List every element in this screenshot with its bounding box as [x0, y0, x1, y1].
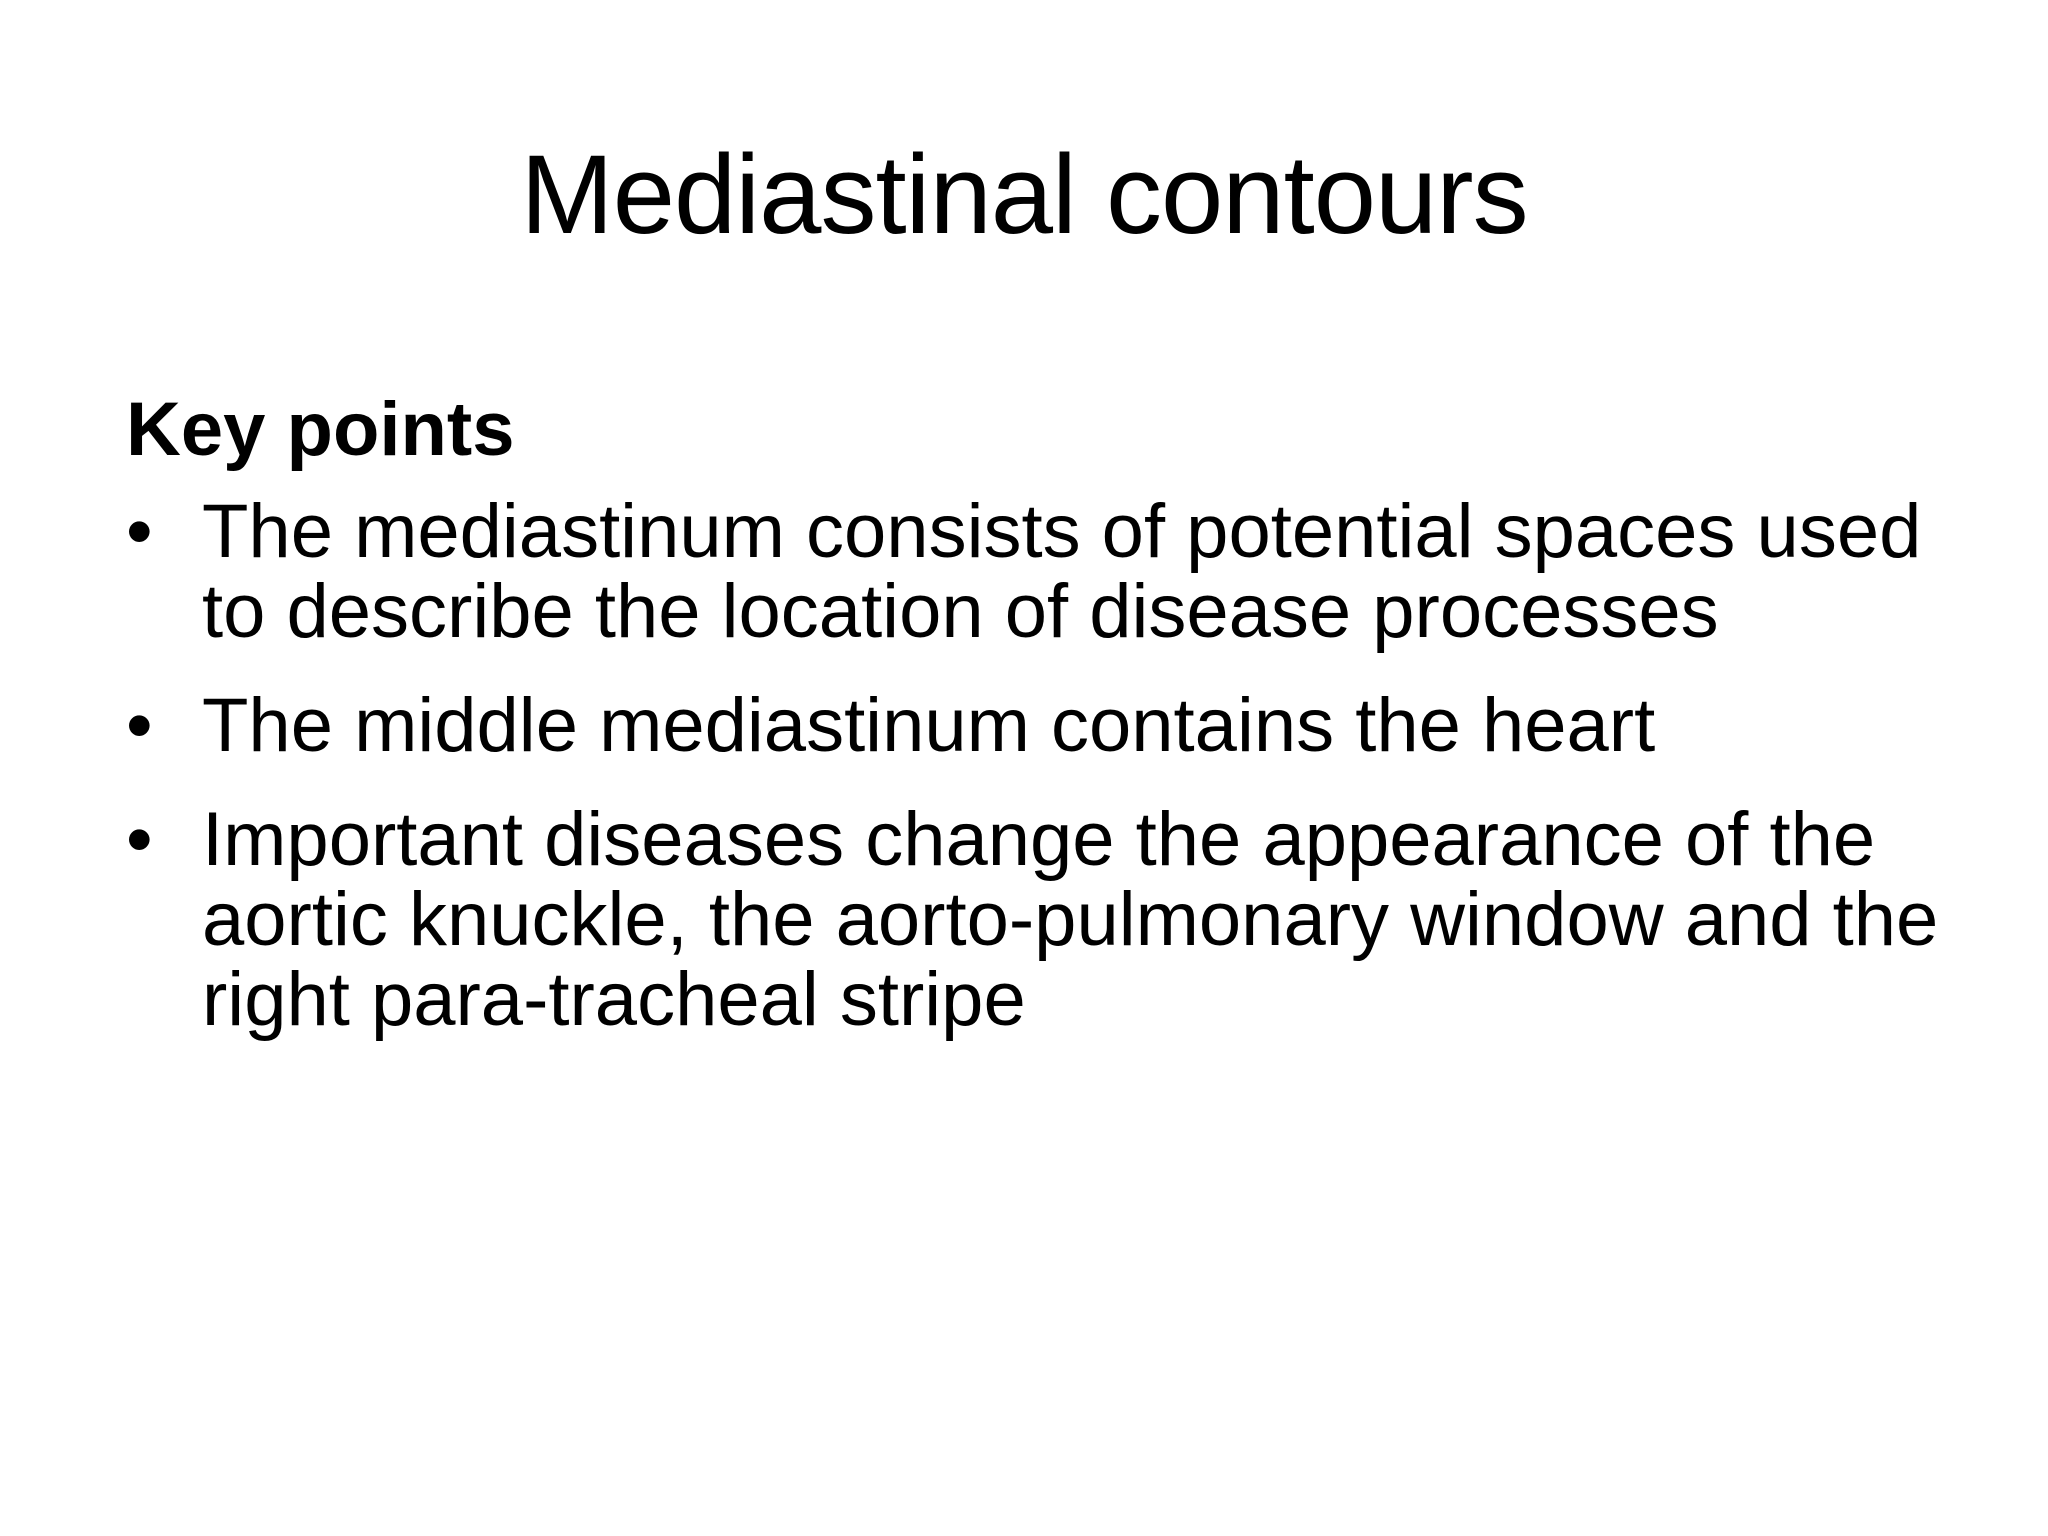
bullet-icon: • — [126, 797, 153, 882]
bullet-text: The mediastinum consists of potential spaces used to describe the location of disease processes — [202, 489, 1922, 654]
key-points-heading: Key points — [126, 387, 515, 472]
slide-content — [126, 380, 1946, 1074]
bullet-item — [126, 683, 1946, 768]
bullet-item — [126, 797, 1946, 1042]
slide-title: Mediastinal contours — [520, 132, 1528, 257]
bullet-icon: • — [126, 683, 153, 768]
bullet-list — [126, 489, 1946, 1042]
bullet-item — [126, 489, 1946, 654]
bullet-icon: • — [126, 489, 153, 574]
bullet-text: The middle mediastinum contains the heart — [202, 683, 1656, 768]
bullet-text: Important diseases change the appearance of the aortic knuckle, the aorto-pulmonary window and the right para-tracheal stripe — [202, 797, 1939, 1042]
